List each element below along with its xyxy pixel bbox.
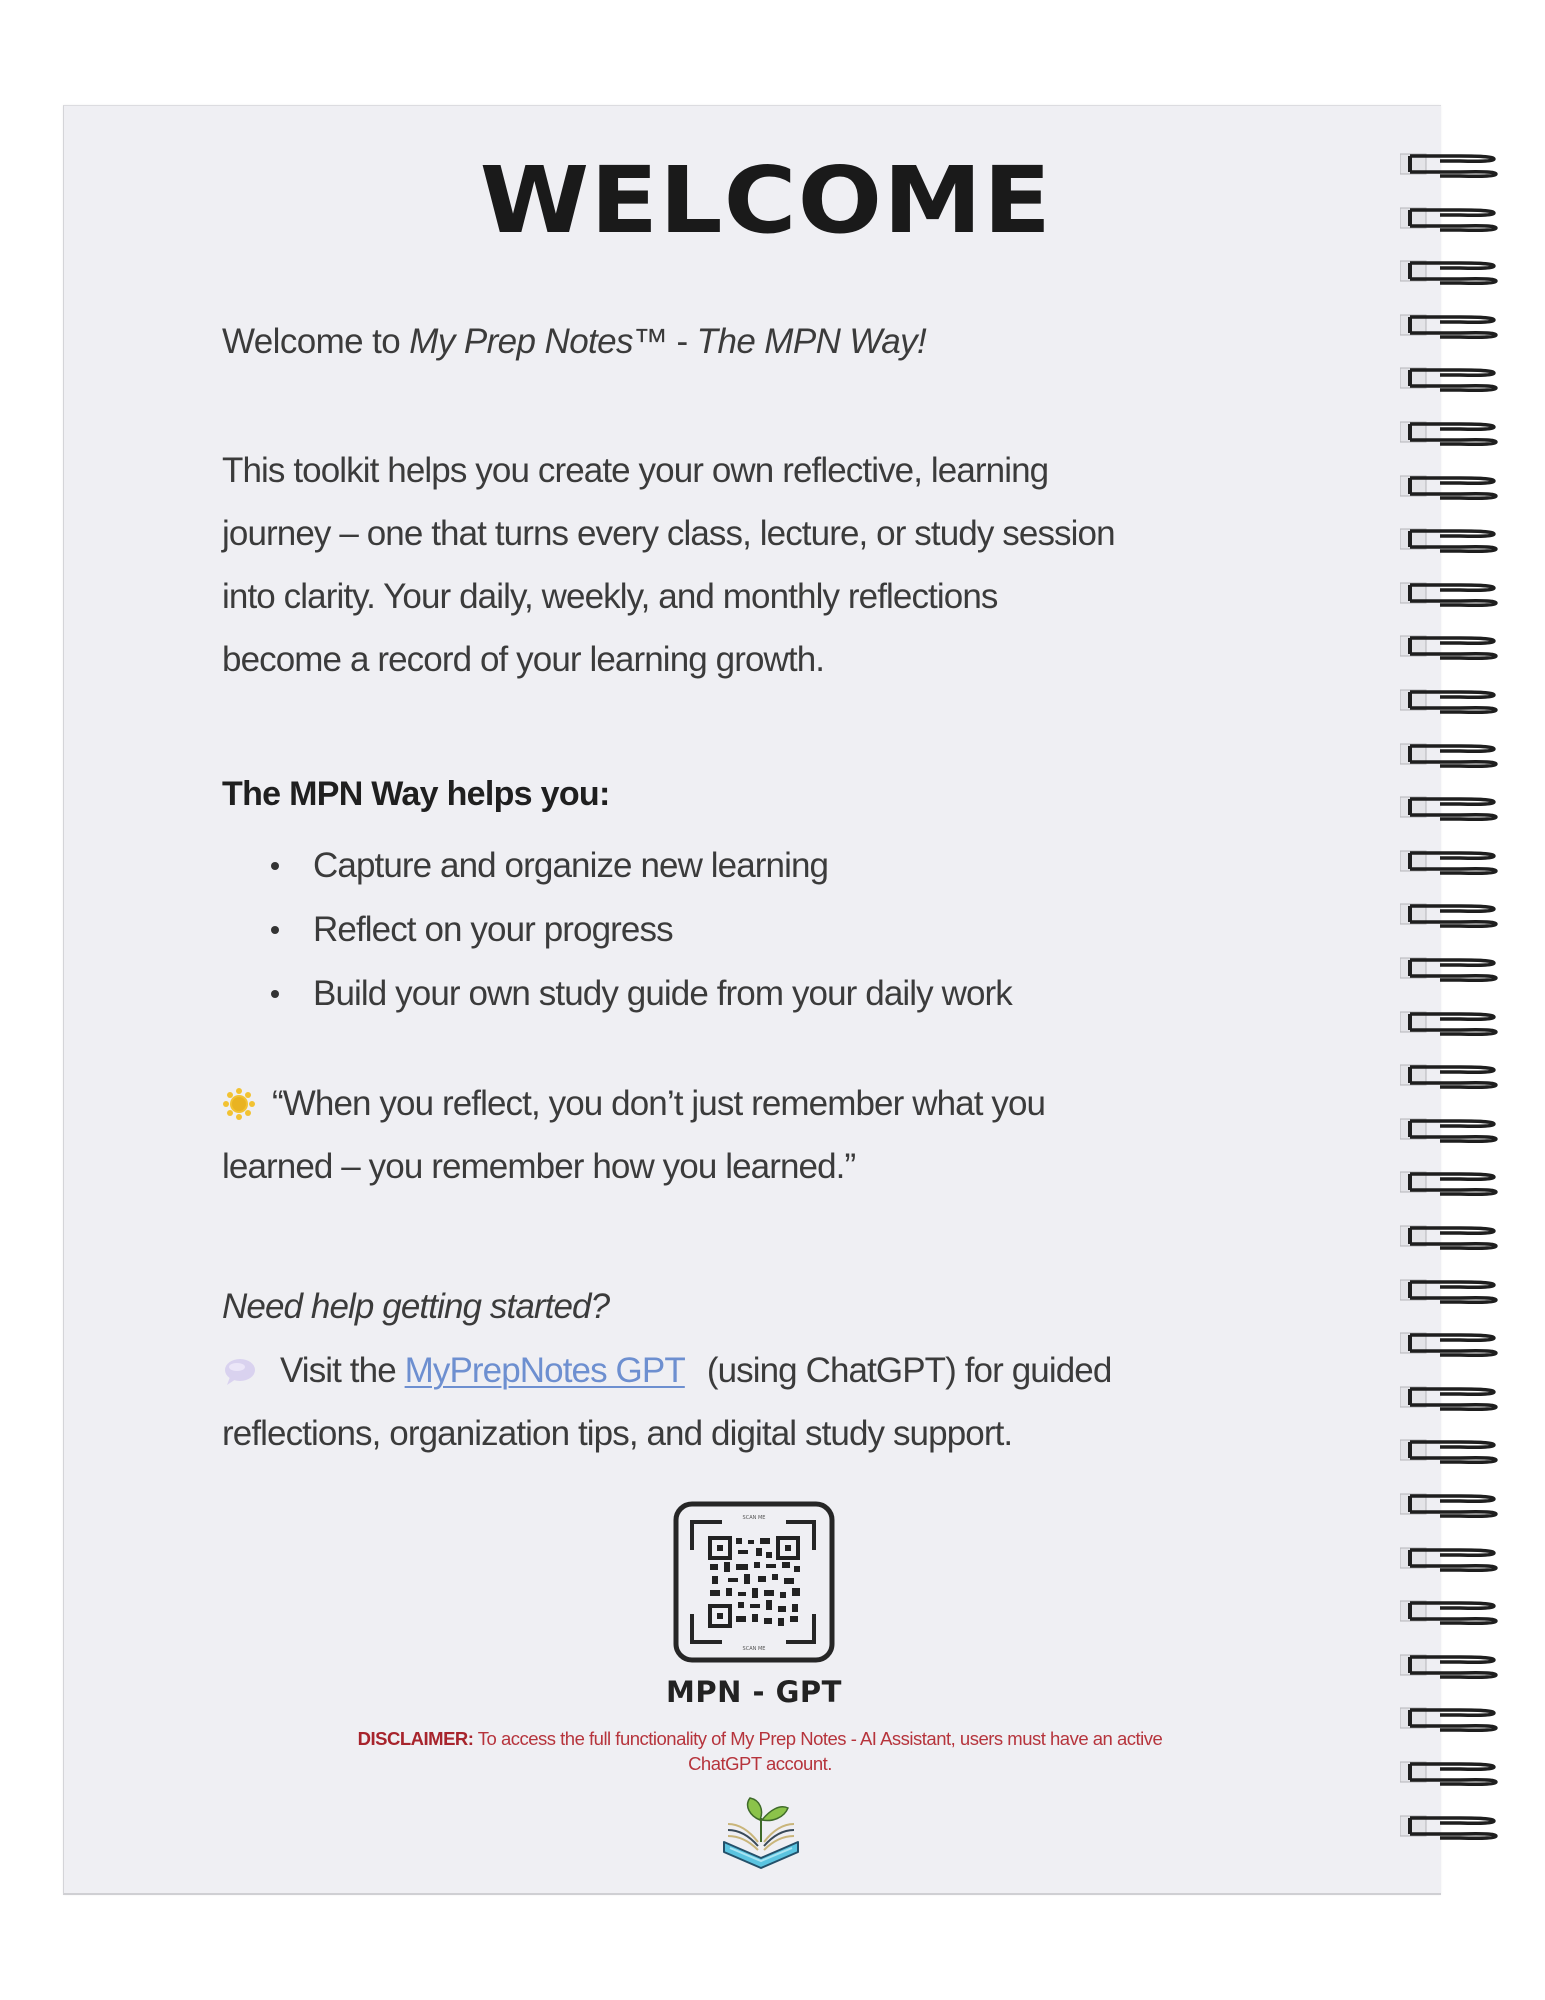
visit-line-2: reflections, organization tips, and digital study support. <box>222 1414 1013 1453</box>
spiral-ring-icon <box>1400 1115 1498 1145</box>
intro-prefix: Welcome to <box>222 322 410 361</box>
qr-code-icon <box>672 1500 836 1664</box>
tagline: The MPN Way! <box>696 322 927 361</box>
speech-bubble-icon <box>222 1356 256 1386</box>
spiral-ring-icon <box>1400 204 1498 234</box>
spiral-ring-icon <box>1400 1383 1498 1413</box>
list-item-text: Build your own study guide from your daily work <box>313 974 1012 1013</box>
paragraph-line: become a record of your learning growth. <box>222 640 825 679</box>
paragraph-line: journey – one that turns every class, lecture, or study session <box>222 514 1115 553</box>
visit-suffix: (using ChatGPT) for guided <box>706 1351 1112 1390</box>
spiral-ring-icon <box>1400 472 1498 502</box>
bullet-icon <box>271 926 279 934</box>
brand-name: My Prep Notes™ <box>409 322 668 361</box>
spiral-ring-icon <box>1400 632 1498 662</box>
mpn-gpt-link[interactable]: MyPrepNotes GPT <box>404 1351 685 1390</box>
spiral-ring-icon <box>1400 954 1498 984</box>
quote-line-2 <box>222 1147 855 1187</box>
spiral-ring-icon <box>1400 686 1498 716</box>
spiral-ring-icon <box>1400 1061 1498 1091</box>
spiral-ring-icon <box>1400 1436 1498 1466</box>
disclaimer <box>240 1726 1280 1776</box>
quote-text: “When you reflect, you don’t just remember what you <box>272 1084 1046 1123</box>
sun-icon <box>222 1087 256 1121</box>
paragraph-line: into clarity. Your daily, weekly, and monthly reflections <box>222 577 998 616</box>
spiral-ring-icon <box>1400 1544 1498 1574</box>
visit-prefix: Visit the <box>280 1351 396 1390</box>
list-item <box>262 834 1012 898</box>
bullet-icon <box>271 862 279 870</box>
paragraph-line: This toolkit helps you create your own reflective, learning <box>222 451 1049 490</box>
spiral-ring-icon <box>1400 1008 1498 1038</box>
quote-line-1 <box>222 1084 1045 1124</box>
disclaimer-text: To access the full functionality of My Prep Notes - AI Assistant, users must have an active <box>473 1728 1163 1749</box>
spiral-ring-icon <box>1400 579 1498 609</box>
spiral-ring-icon <box>1400 257 1498 287</box>
spiral-ring-icon <box>1400 1329 1498 1359</box>
spiral-ring-icon <box>1400 1651 1498 1681</box>
list-item <box>262 962 1012 1026</box>
spiral-ring-icon <box>1400 900 1498 930</box>
help-question: Need help getting started? <box>222 1287 610 1326</box>
spiral-ring-icon <box>1400 364 1498 394</box>
helps-heading: The MPN Way helps you: <box>222 775 610 813</box>
spiral-ring-icon <box>1400 311 1498 341</box>
bullet-icon <box>271 990 279 998</box>
list-item <box>262 898 1012 962</box>
spiral-ring-icon <box>1400 1597 1498 1627</box>
spiral-ring-icon <box>1400 525 1498 555</box>
list-item-text: Reflect on your progress <box>313 910 673 949</box>
spiral-binding <box>1400 0 1500 2000</box>
spiral-ring-icon <box>1400 847 1498 877</box>
spiral-ring-icon <box>1400 1490 1498 1520</box>
svg-text:SCAN ME: SCAN ME <box>742 1515 766 1521</box>
page-title: WELCOME <box>479 147 1053 254</box>
visit-line <box>222 1351 1111 1391</box>
benefits-list <box>262 834 1012 1026</box>
qr-code[interactable] <box>672 1500 836 1664</box>
spiral-ring-icon <box>1400 1222 1498 1252</box>
spiral-ring-icon <box>1400 1704 1498 1734</box>
spiral-ring-icon <box>1400 418 1498 448</box>
intro-separator: - <box>667 322 697 361</box>
spiral-ring-icon <box>1400 1276 1498 1306</box>
svg-text:SCAN ME: SCAN ME <box>742 1646 766 1652</box>
list-item-text: Capture and organize new learning <box>313 846 829 885</box>
spiral-ring-icon <box>1400 1758 1498 1788</box>
book-sprout-logo <box>710 1790 810 1870</box>
intro-line <box>222 322 926 362</box>
quote-text: learned – you remember how you learned.” <box>222 1147 856 1186</box>
spiral-ring-icon <box>1400 1168 1498 1198</box>
spiral-ring-icon <box>1400 1812 1498 1842</box>
disclaimer-text-line2: ChatGPT account. <box>688 1753 832 1774</box>
spiral-ring-icon <box>1400 150 1498 180</box>
qr-label: MPN - GPT <box>666 1675 842 1709</box>
spiral-ring-icon <box>1400 793 1498 823</box>
spiral-ring-icon <box>1400 740 1498 770</box>
disclaimer-label: DISCLAIMER: <box>357 1728 474 1749</box>
